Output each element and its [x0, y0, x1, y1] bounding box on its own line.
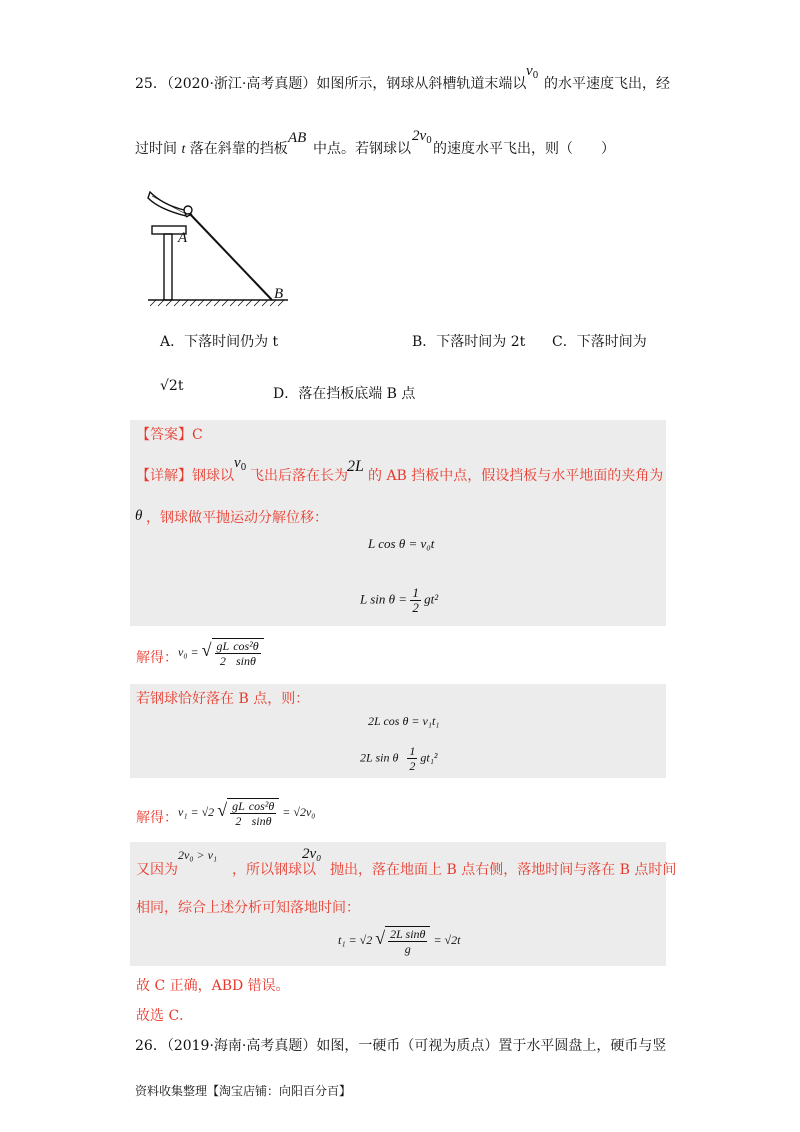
- option-b: B．下落时间为 2t: [412, 334, 526, 350]
- if-b-line: 若钢球恰好落在 B 点，则：: [136, 691, 310, 707]
- eq5-den: g: [404, 942, 411, 956]
- solve1-frac-num: cos²θ: [233, 639, 259, 653]
- detail-text-a: 钢球以: [192, 468, 234, 484]
- option-d: D．落在挡板底端 B 点: [273, 386, 416, 402]
- option-c: C．下落时间为: [552, 334, 647, 350]
- eq5-sqrt: [385, 926, 430, 956]
- solve2-left: v₁ = √2: [178, 804, 215, 819]
- detail-text-d: ，钢球做平抛运动分解位移：: [146, 510, 328, 526]
- because-2v0: 2v₀: [302, 846, 322, 862]
- question-25-line-2: [135, 139, 288, 160]
- equation-4: [360, 744, 437, 773]
- label-a: A: [178, 230, 188, 246]
- ab-symbol: AB: [288, 130, 307, 146]
- eq4-right: gt₁²: [420, 750, 438, 765]
- eq2-fraction: [410, 586, 421, 615]
- q25-text-2a: 过时间: [135, 141, 182, 157]
- eq2-num: 1: [412, 585, 419, 600]
- solve2-num: gL: [232, 799, 245, 813]
- q25-text-1: 25．（2020·浙江·高考真题）如图所示，钢球从斜槽轨道末端以: [135, 76, 527, 92]
- v-symbol: v: [526, 63, 533, 79]
- question-26-line: 26．（2019·海南·高考真题）如图，一硬币（可视为质点）置于水平圆盘上，硬币与竖: [135, 1038, 667, 1054]
- conclusion-2: 故选 C．: [136, 1008, 194, 1024]
- detail-text-b: 飞出后落在长为: [250, 468, 348, 484]
- q25-text-2b: 落在斜靠的挡板: [185, 141, 288, 157]
- support-post: [164, 234, 172, 300]
- solve-1-label: 解得：: [136, 650, 178, 666]
- board-ab: [190, 214, 272, 300]
- footer-text: 资料收集整理【淘宝店铺：向阳百分百】: [135, 1084, 352, 1098]
- detail-v0: [234, 452, 246, 473]
- q25-text-1b: 的水平速度飞出，经: [544, 76, 670, 92]
- label-b: B: [274, 286, 284, 302]
- eq4-num: 1: [409, 744, 416, 758]
- option-c-value: √2t: [160, 378, 184, 394]
- conclusion-1: 故 C 正确，ABD 错误。: [136, 978, 290, 994]
- ball: [184, 206, 192, 214]
- solve1-eq: v₀ =: [178, 644, 199, 659]
- q25-text-2c: 中点。若钢球以: [313, 141, 411, 157]
- because-text-b: ，所以钢球以: [232, 862, 316, 878]
- detail-v: v: [234, 455, 241, 471]
- solve2-frac-num: cos²θ: [248, 799, 275, 813]
- solve2-right: = √2v₀: [282, 804, 316, 819]
- solve1-num: gL: [216, 639, 230, 653]
- eq4-left: 2L sin θ: [360, 750, 399, 765]
- equation-1: L cos θ = v₀t: [368, 536, 435, 551]
- eq4-den: 2: [409, 759, 416, 773]
- because-text-a: 又因为: [136, 862, 178, 878]
- 2v-sub: 0: [426, 136, 432, 146]
- v0-symbol: [526, 60, 538, 81]
- eq4-fraction: [407, 744, 417, 773]
- solve2-frac-den: sinθ: [251, 814, 272, 828]
- detail-text-c: 的 AB 挡板中点，假设挡板与水平地面的夹角为: [368, 468, 664, 484]
- detail-theta: θ: [135, 508, 143, 524]
- q25-text-2d: 的速度水平飞出，则（ ）: [433, 141, 615, 157]
- because-text-c: 抛出，落在地面上 B 点右侧，落地时间与落在 B 点时间: [330, 862, 677, 878]
- eq2-den: 2: [412, 600, 419, 615]
- because-text-d: 相同，综合上述分析可知落地时间：: [136, 900, 360, 916]
- solve-2-equation: v₁ = √2 √ $\frac{gL}{2}$ $\frac{\text{cos²θ}}{\sin\theta}$ = √2v₀: [178, 799, 316, 828]
- ground-hatch: [150, 300, 284, 306]
- answer-label: 【答案】C: [136, 427, 203, 443]
- equation-3: 2L cos θ = v₁t₁: [368, 714, 440, 728]
- v-sub: 0: [532, 71, 539, 81]
- detail-line-1: [136, 466, 234, 486]
- option-a: A．下落时间仍为 t: [160, 334, 279, 350]
- detail-label: 【详解】: [136, 468, 192, 484]
- slope-figure: [140, 186, 300, 310]
- eq5-left: t₁ = √2: [338, 932, 373, 947]
- eq2-right: gt²: [424, 591, 439, 607]
- eq5-num: 2L sinθ: [390, 927, 426, 941]
- 2v0-symbol: [412, 125, 432, 146]
- solve-2-label: 解得：: [136, 810, 178, 826]
- eq5-right: = √2t: [433, 932, 461, 947]
- equation-5: t₁ = √2 √ $\frac{\text{2L sinθ}}{g}$ = √2t: [338, 927, 461, 956]
- solve1-frac-den: sinθ: [235, 654, 256, 668]
- equation-2: [360, 586, 438, 615]
- eq2-left: L sin θ =: [360, 591, 408, 607]
- t-symbol: t: [181, 142, 186, 157]
- solve1-sqrt: [212, 638, 264, 668]
- 2v-symbol: 2v: [412, 128, 427, 144]
- because-inequality: 2v₀ > v₁: [178, 848, 218, 862]
- solve-1-equation: v₀ = √ $\frac{gL}{2}$ $\frac{\text{cos²θ}}{\sin\theta}$: [178, 638, 264, 668]
- solve2-sqrt: [227, 798, 279, 828]
- solve1-den: 2: [219, 654, 226, 668]
- detail-vsub: 0: [240, 463, 247, 473]
- solve2-den: 2: [235, 814, 242, 828]
- detail-2l: 2L: [347, 458, 364, 475]
- question-25-line-1: [135, 74, 526, 94]
